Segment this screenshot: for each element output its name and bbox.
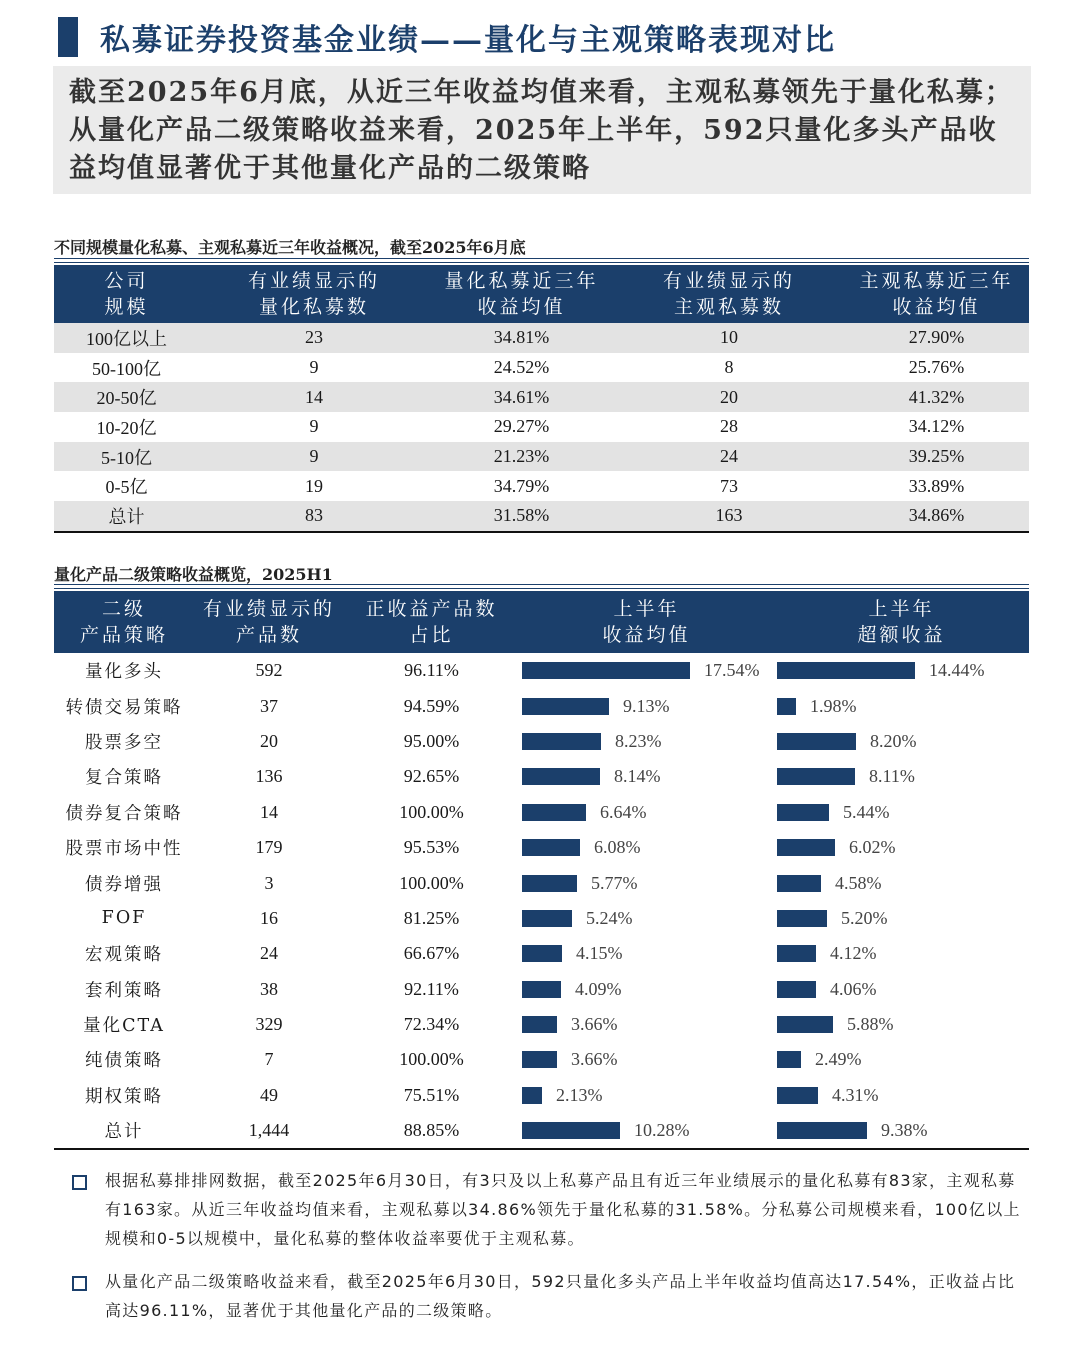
return-bar-label: 8.14%: [614, 766, 661, 787]
excess-bar-cell: [774, 795, 1029, 830]
excess-bar: [777, 662, 915, 679]
table1-header-cell: 有业绩显示的 主观私募数: [614, 265, 844, 323]
footnotes: [72, 1166, 1022, 1339]
excess-bar-cell: [774, 724, 1029, 759]
excess-bar-label: 5.44%: [843, 801, 890, 822]
return-bar-label: 4.15%: [576, 943, 623, 964]
excess-bar-label: 14.44%: [929, 660, 985, 681]
note-item: [72, 1166, 1022, 1253]
excess-bar-cell: [774, 1007, 1029, 1042]
table-cell: 95.53%: [344, 830, 519, 865]
table-cell: 100.00%: [344, 865, 519, 900]
table1-header-cell: 量化私募近三年 收益均值: [429, 265, 614, 323]
return-bar-label: 5.77%: [591, 872, 638, 893]
table-row: [54, 412, 1029, 442]
table-row: [54, 1078, 1029, 1113]
return-bar-label: 4.09%: [575, 978, 622, 999]
return-bar-cell: [519, 1113, 774, 1149]
excess-bar: [777, 804, 829, 821]
table-cell: 9: [199, 412, 429, 442]
table-cell: 592: [194, 653, 344, 688]
excess-bar-cell: [774, 759, 1029, 794]
excess-bar-cell: [774, 1078, 1029, 1113]
table-cell: 37: [194, 688, 344, 723]
note-text: 根据私募排排网数据，截至2025年6月30日，有3只及以上私募产品且有近三年业绩展示的量化私募有83家，主观私募有163家。从近三年收益均值来看，主观私募以34.86%领先于量化私募的31.58%。分私募公司规模来看，100亿以上规模和0-5以规模中，量化私募的整体收益率要优于主观私募。: [105, 1171, 1021, 1248]
excess-bar-label: 8.11%: [869, 766, 915, 787]
table-cell: 100亿以上: [54, 323, 199, 353]
table-cell: 34.12%: [844, 412, 1029, 442]
table-row: [54, 1042, 1029, 1077]
table-cell: 92.65%: [344, 759, 519, 794]
table-cell: FOF: [54, 901, 194, 936]
table-cell: 总计: [54, 1113, 194, 1149]
return-bar-label: 9.13%: [623, 695, 670, 716]
return-bar-cell: [519, 1042, 774, 1077]
excess-bar-label: 1.98%: [810, 695, 857, 716]
return-bar: [522, 981, 561, 998]
return-bar-cell: [519, 688, 774, 723]
return-bar: [522, 1051, 557, 1068]
table-cell: 94.59%: [344, 688, 519, 723]
return-bar: [522, 662, 690, 679]
table-cell: 10-20亿: [54, 412, 199, 442]
table-cell: 73: [614, 471, 844, 501]
table-row: [54, 830, 1029, 865]
excess-bar-cell: [774, 1113, 1029, 1149]
table-cell: 81.25%: [344, 901, 519, 936]
table1-caption-rule-2: [54, 262, 1029, 263]
table-cell: 股票市场中性: [54, 830, 194, 865]
excess-bar-label: 4.58%: [835, 872, 882, 893]
table-row: [54, 724, 1029, 759]
excess-bar: [777, 1122, 867, 1139]
table-row: [54, 688, 1029, 723]
table-cell: 14: [199, 382, 429, 412]
return-bar-label: 3.66%: [571, 1049, 618, 1070]
table-cell: 34.79%: [429, 471, 614, 501]
excess-bar: [777, 981, 816, 998]
excess-bar-label: 5.20%: [841, 907, 888, 928]
excess-bar-cell: [774, 653, 1029, 688]
excess-bar-cell: [774, 972, 1029, 1007]
table-cell: 75.51%: [344, 1078, 519, 1113]
strategy-returns-table: [54, 591, 1029, 1150]
excess-bar-label: 8.20%: [870, 730, 917, 751]
table2-caption-rule-2: [54, 588, 1029, 589]
table-row: [54, 1113, 1029, 1149]
table-row: [54, 795, 1029, 830]
return-bar-label: 6.08%: [594, 837, 641, 858]
table1-caption-rule: [54, 258, 1029, 259]
return-bar-cell: [519, 901, 774, 936]
table-cell: 100.00%: [344, 1042, 519, 1077]
summary-box: 截至2025年6月底，从近三年收益均值来看，主观私募领先于量化私募；从量化产品二级策略收益来看，2025年上半年，592只量化多头产品收益均值显著优于其他量化产品的二级策略: [53, 66, 1031, 194]
return-bar-label: 6.64%: [600, 801, 647, 822]
excess-bar-label: 9.38%: [881, 1120, 928, 1141]
table2-header-cell: 正收益产品数 占比: [344, 591, 519, 653]
excess-bar: [777, 1087, 818, 1104]
excess-bar-label: 4.12%: [830, 943, 877, 964]
scale-returns-table: [54, 265, 1029, 533]
excess-bar: [777, 1051, 801, 1068]
return-bar-label: 17.54%: [704, 660, 760, 681]
page-title: 私募证券投资基金业绩——量化与主观策略表现对比: [100, 23, 836, 58]
table2-caption-rule: [54, 584, 1029, 585]
table1-caption: 不同规模量化私募、主观私募近三年收益概况，截至2025年6月底: [54, 238, 526, 257]
excess-bar-label: 2.49%: [815, 1049, 862, 1070]
table-cell: 66.67%: [344, 936, 519, 971]
return-bar: [522, 804, 586, 821]
table-cell: 期权策略: [54, 1078, 194, 1113]
table-cell: 纯债策略: [54, 1042, 194, 1077]
table-cell: 19: [199, 471, 429, 501]
table1-header-cell: 主观私募近三年 收益均值: [844, 265, 1029, 323]
note-item: [72, 1267, 1022, 1325]
table-cell: 14: [194, 795, 344, 830]
table-cell: 7: [194, 1042, 344, 1077]
return-bar: [522, 768, 600, 785]
return-bar: [522, 839, 580, 856]
table-cell: 转债交易策略: [54, 688, 194, 723]
note-text: 从量化产品二级策略收益来看，截至2025年6月30日，592只量化多头产品上半年收益均值高达17.54%，正收益占比高达96.11%，显著优于其他量化产品的二级策略。: [105, 1272, 1016, 1320]
table-cell: 34.81%: [429, 323, 614, 353]
checkbox-bullet-icon: [72, 1175, 87, 1190]
excess-bar: [777, 945, 816, 962]
table-row: [54, 382, 1029, 412]
table-cell: 23: [199, 323, 429, 353]
table-cell: 163: [614, 501, 844, 532]
excess-bar-cell: [774, 936, 1029, 971]
return-bar-label: 2.13%: [556, 1084, 603, 1105]
table2-header-cell: 有业绩显示的 产品数: [194, 591, 344, 653]
table-cell: 3: [194, 865, 344, 900]
table-cell: 50-100亿: [54, 353, 199, 383]
table2-header-cell: 二级 产品策略: [54, 591, 194, 653]
title-accent-bar: [58, 17, 78, 57]
return-bar-label: 8.23%: [615, 730, 662, 751]
return-bar-label: 10.28%: [634, 1120, 690, 1141]
excess-bar: [777, 733, 856, 750]
return-bar-cell: [519, 865, 774, 900]
table-cell: 8: [614, 353, 844, 383]
table-cell: 92.11%: [344, 972, 519, 1007]
table2-caption: 量化产品二级策略收益概览，2025H1: [54, 565, 333, 584]
excess-bar-label: 5.88%: [847, 1014, 894, 1035]
return-bar-cell: [519, 936, 774, 971]
table-cell: 20: [614, 382, 844, 412]
table-cell: 88.85%: [344, 1113, 519, 1149]
table-row: [54, 759, 1029, 794]
return-bar: [522, 1087, 542, 1104]
table-row: [54, 865, 1029, 900]
table2-header-cell: 上半年 收益均值: [519, 591, 774, 653]
excess-bar-cell: [774, 1042, 1029, 1077]
table-row: [54, 1007, 1029, 1042]
excess-bar-label: 6.02%: [849, 837, 896, 858]
return-bar-label: 3.66%: [571, 1014, 618, 1035]
table-cell: 25.76%: [844, 353, 1029, 383]
table-cell: 41.32%: [844, 382, 1029, 412]
table-cell: 股票多空: [54, 724, 194, 759]
table-cell: 21.23%: [429, 442, 614, 472]
table-cell: 329: [194, 1007, 344, 1042]
table2-header-row: [54, 591, 1029, 653]
excess-bar: [777, 910, 827, 927]
table-row: [54, 936, 1029, 971]
table-cell: 债券增强: [54, 865, 194, 900]
excess-bar: [777, 839, 835, 856]
table-cell: 24.52%: [429, 353, 614, 383]
table-cell: 31.58%: [429, 501, 614, 532]
return-bar-cell: [519, 724, 774, 759]
return-bar: [522, 875, 577, 892]
excess-bar-cell: [774, 865, 1029, 900]
table-cell: 总计: [54, 501, 199, 532]
table-cell: 49: [194, 1078, 344, 1113]
table-cell: 34.61%: [429, 382, 614, 412]
return-bar-cell: [519, 972, 774, 1007]
table-row: [54, 901, 1029, 936]
excess-bar-cell: [774, 688, 1029, 723]
table-cell: 96.11%: [344, 653, 519, 688]
table-cell: 复合策略: [54, 759, 194, 794]
table-cell: 20: [194, 724, 344, 759]
return-bar: [522, 910, 572, 927]
return-bar-label: 5.24%: [586, 907, 633, 928]
return-bar: [522, 698, 609, 715]
return-bar-cell: [519, 759, 774, 794]
table-cell: 100.00%: [344, 795, 519, 830]
table-cell: 0-5亿: [54, 471, 199, 501]
table1-header-cell: 公司 规模: [54, 265, 199, 323]
table-cell: 24: [194, 936, 344, 971]
table-cell: 95.00%: [344, 724, 519, 759]
table-cell: 16: [194, 901, 344, 936]
table-cell: 套利策略: [54, 972, 194, 1007]
table-row: [54, 653, 1029, 688]
checkbox-bullet-icon: [72, 1276, 87, 1291]
excess-bar: [777, 698, 796, 715]
table1-header-row: [54, 265, 1029, 323]
table1-header-cell: 有业绩显示的 量化私募数: [199, 265, 429, 323]
table-cell: 24: [614, 442, 844, 472]
table-cell: 10: [614, 323, 844, 353]
table-cell: 1,444: [194, 1113, 344, 1149]
table-cell: 5-10亿: [54, 442, 199, 472]
excess-bar: [777, 1016, 833, 1033]
table-cell: 宏观策略: [54, 936, 194, 971]
table-cell: 27.90%: [844, 323, 1029, 353]
excess-bar-label: 4.06%: [830, 978, 877, 999]
return-bar: [522, 1016, 557, 1033]
table-row: [54, 442, 1029, 472]
table-cell: 38: [194, 972, 344, 1007]
table-cell: 债券复合策略: [54, 795, 194, 830]
table-row: [54, 353, 1029, 383]
return-bar-cell: [519, 830, 774, 865]
table-row: [54, 501, 1029, 532]
excess-bar: [777, 768, 855, 785]
excess-bar: [777, 875, 821, 892]
table-cell: 28: [614, 412, 844, 442]
table-row: [54, 323, 1029, 353]
return-bar-cell: [519, 1007, 774, 1042]
excess-bar-label: 4.31%: [832, 1084, 879, 1105]
table-cell: 34.86%: [844, 501, 1029, 532]
table-cell: 72.34%: [344, 1007, 519, 1042]
return-bar: [522, 945, 562, 962]
table-cell: 179: [194, 830, 344, 865]
table-cell: 量化CTA: [54, 1007, 194, 1042]
return-bar: [522, 733, 601, 750]
table-cell: 9: [199, 442, 429, 472]
excess-bar-cell: [774, 830, 1029, 865]
table-row: [54, 471, 1029, 501]
return-bar-cell: [519, 795, 774, 830]
page-header: [58, 14, 1038, 60]
table-row: [54, 972, 1029, 1007]
table2-header-cell: 上半年 超额收益: [774, 591, 1029, 653]
table-cell: 33.89%: [844, 471, 1029, 501]
table-cell: 83: [199, 501, 429, 532]
table-cell: 20-50亿: [54, 382, 199, 412]
return-bar-cell: [519, 653, 774, 688]
return-bar-cell: [519, 1078, 774, 1113]
excess-bar-cell: [774, 901, 1029, 936]
table-cell: 29.27%: [429, 412, 614, 442]
return-bar: [522, 1122, 620, 1139]
table-cell: 136: [194, 759, 344, 794]
table-cell: 39.25%: [844, 442, 1029, 472]
table-cell: 9: [199, 353, 429, 383]
table-cell: 量化多头: [54, 653, 194, 688]
